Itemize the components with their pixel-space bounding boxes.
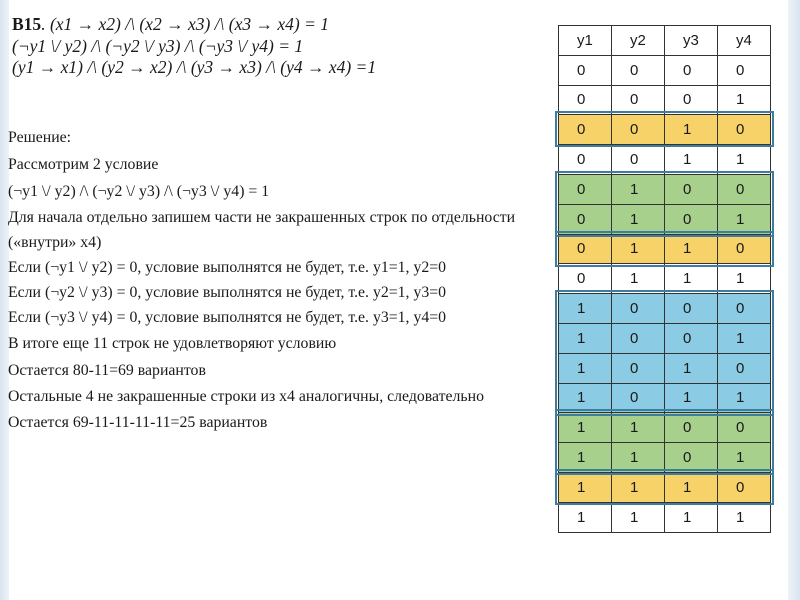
column-header: y1: [559, 26, 612, 56]
solution-line: Для начала отдельно запишем части не закрашенных строк по отдельности («внутри» x4): [8, 209, 516, 251]
problem-equation-1: . (x1 → x2) /\ (x2 → x3) /\ (x3 → x4) = 1: [41, 14, 330, 34]
table-cell: 0: [612, 353, 665, 383]
solution-heading: Решение:: [8, 129, 72, 146]
table-cell: 0: [559, 115, 612, 145]
table-cell: 1: [665, 383, 718, 413]
table-cell: 1: [612, 472, 665, 502]
table-row: [559, 55, 771, 85]
table-cell: 0: [665, 85, 718, 115]
table-row: [559, 413, 771, 443]
table-cell: 0: [612, 383, 665, 413]
solution-line: Рассмотрим 2 условие: [8, 156, 159, 173]
problem-line-1: [12, 14, 552, 36]
table-cell: 1: [718, 443, 771, 473]
table-cell: 0: [559, 264, 612, 294]
table-row: [559, 234, 771, 264]
table-cell: 1: [665, 115, 718, 145]
column-header: y4: [718, 26, 771, 56]
table-cell: 0: [718, 472, 771, 502]
table-cell: 0: [559, 55, 612, 85]
solution-line: Если (¬y2 \/ y3) = 0, условие выполнятся не будет, т.е. y2=1, y3=0: [8, 284, 447, 301]
table-cell: 1: [559, 353, 612, 383]
table-cell: 0: [665, 204, 718, 234]
solution-line: Остается 69-11-11-11-11=25 вариантов: [8, 414, 268, 431]
truth-table-header-row: [559, 26, 771, 56]
table-cell: 1: [718, 145, 771, 175]
table-cell: 0: [612, 323, 665, 353]
truth-table: [558, 25, 771, 533]
table-cell: 0: [718, 353, 771, 383]
table-row: [559, 204, 771, 234]
table-cell: 0: [718, 55, 771, 85]
problem-equation-3: (y1 → x1) /\ (y2 → x2) /\ (y3 → x3) /\ (y4 → x4) =1: [12, 57, 377, 77]
table-cell: 1: [665, 264, 718, 294]
table-row: [559, 115, 771, 145]
table-cell: 0: [612, 294, 665, 324]
solution-line: Если (¬y1 \/ y2) = 0, условие выполнятся не будет, т.е. y1=1, y2=0: [8, 259, 447, 276]
table-cell: 0: [665, 174, 718, 204]
table-row: [559, 502, 771, 532]
table-row: [559, 383, 771, 413]
table-cell: 0: [665, 294, 718, 324]
table-cell: 1: [718, 264, 771, 294]
table-cell: 0: [612, 55, 665, 85]
table-cell: 0: [612, 115, 665, 145]
table-cell: 1: [559, 443, 612, 473]
solution-line: (¬y1 \/ y2) /\ (¬y2 \/ y3) /\ (¬y3 \/ y4) = 1: [8, 183, 270, 200]
table-cell: 1: [559, 413, 612, 443]
table-row: [559, 264, 771, 294]
table-cell: 0: [718, 413, 771, 443]
table-row: [559, 472, 771, 502]
table-cell: 1: [665, 234, 718, 264]
table-cell: 1: [718, 323, 771, 353]
solution-line: В итоге еще 11 строк не удовлетворяют условию: [8, 335, 337, 352]
table-cell: 0: [718, 115, 771, 145]
table-cell: 0: [559, 85, 612, 115]
table-cell: 1: [718, 502, 771, 532]
table-cell: 1: [665, 502, 718, 532]
problem-statement: [12, 14, 552, 79]
table-row: [559, 323, 771, 353]
table-cell: 1: [665, 145, 718, 175]
table-cell: 1: [612, 502, 665, 532]
table-row: [559, 353, 771, 383]
column-header: y2: [612, 26, 665, 56]
table-cell: 1: [612, 174, 665, 204]
table-cell: 1: [559, 502, 612, 532]
table-cell: 1: [665, 472, 718, 502]
table-cell: 0: [665, 443, 718, 473]
table-cell: 1: [612, 443, 665, 473]
table-cell: 0: [559, 234, 612, 264]
problem-label: B15: [12, 14, 42, 34]
table-cell: 1: [612, 413, 665, 443]
table-cell: 0: [559, 145, 612, 175]
table-row: [559, 145, 771, 175]
table-cell: 0: [718, 294, 771, 324]
table-cell: 1: [718, 85, 771, 115]
table-cell: 0: [718, 234, 771, 264]
table-cell: 1: [612, 264, 665, 294]
table-cell: 1: [718, 383, 771, 413]
column-header: y3: [665, 26, 718, 56]
table-cell: 1: [718, 204, 771, 234]
table-cell: 1: [559, 323, 612, 353]
table-cell: 0: [559, 174, 612, 204]
table-cell: 0: [665, 55, 718, 85]
table-cell: 1: [559, 383, 612, 413]
table-cell: 0: [718, 174, 771, 204]
table-cell: 0: [665, 413, 718, 443]
table-row: [559, 85, 771, 115]
table-cell: 1: [612, 204, 665, 234]
table-cell: 1: [665, 353, 718, 383]
table-cell: 0: [665, 323, 718, 353]
table-cell: 1: [612, 234, 665, 264]
table-cell: 1: [559, 472, 612, 502]
table-row: [559, 294, 771, 324]
table-cell: 0: [559, 204, 612, 234]
table-cell: 1: [559, 294, 612, 324]
solution-line: Если (¬y3 \/ y4) = 0, условие выполнятся не будет, т.е. y3=1, y4=0: [8, 309, 447, 326]
solution-line: Остается 80-11=69 вариантов: [8, 362, 206, 379]
solution-line: Остальные 4 не закрашенные строки из x4 аналогичны, следовательно: [8, 388, 484, 405]
table-row: [559, 174, 771, 204]
table-cell: 0: [612, 145, 665, 175]
table-row: [559, 443, 771, 473]
table-cell: 0: [612, 85, 665, 115]
problem-equation-2: (¬y1 \/ y2) /\ (¬y2 \/ y3) /\ (¬y3 \/ y4) = 1: [12, 35, 304, 56]
right-decor-bar: [788, 0, 800, 600]
solution-text: [8, 124, 553, 436]
